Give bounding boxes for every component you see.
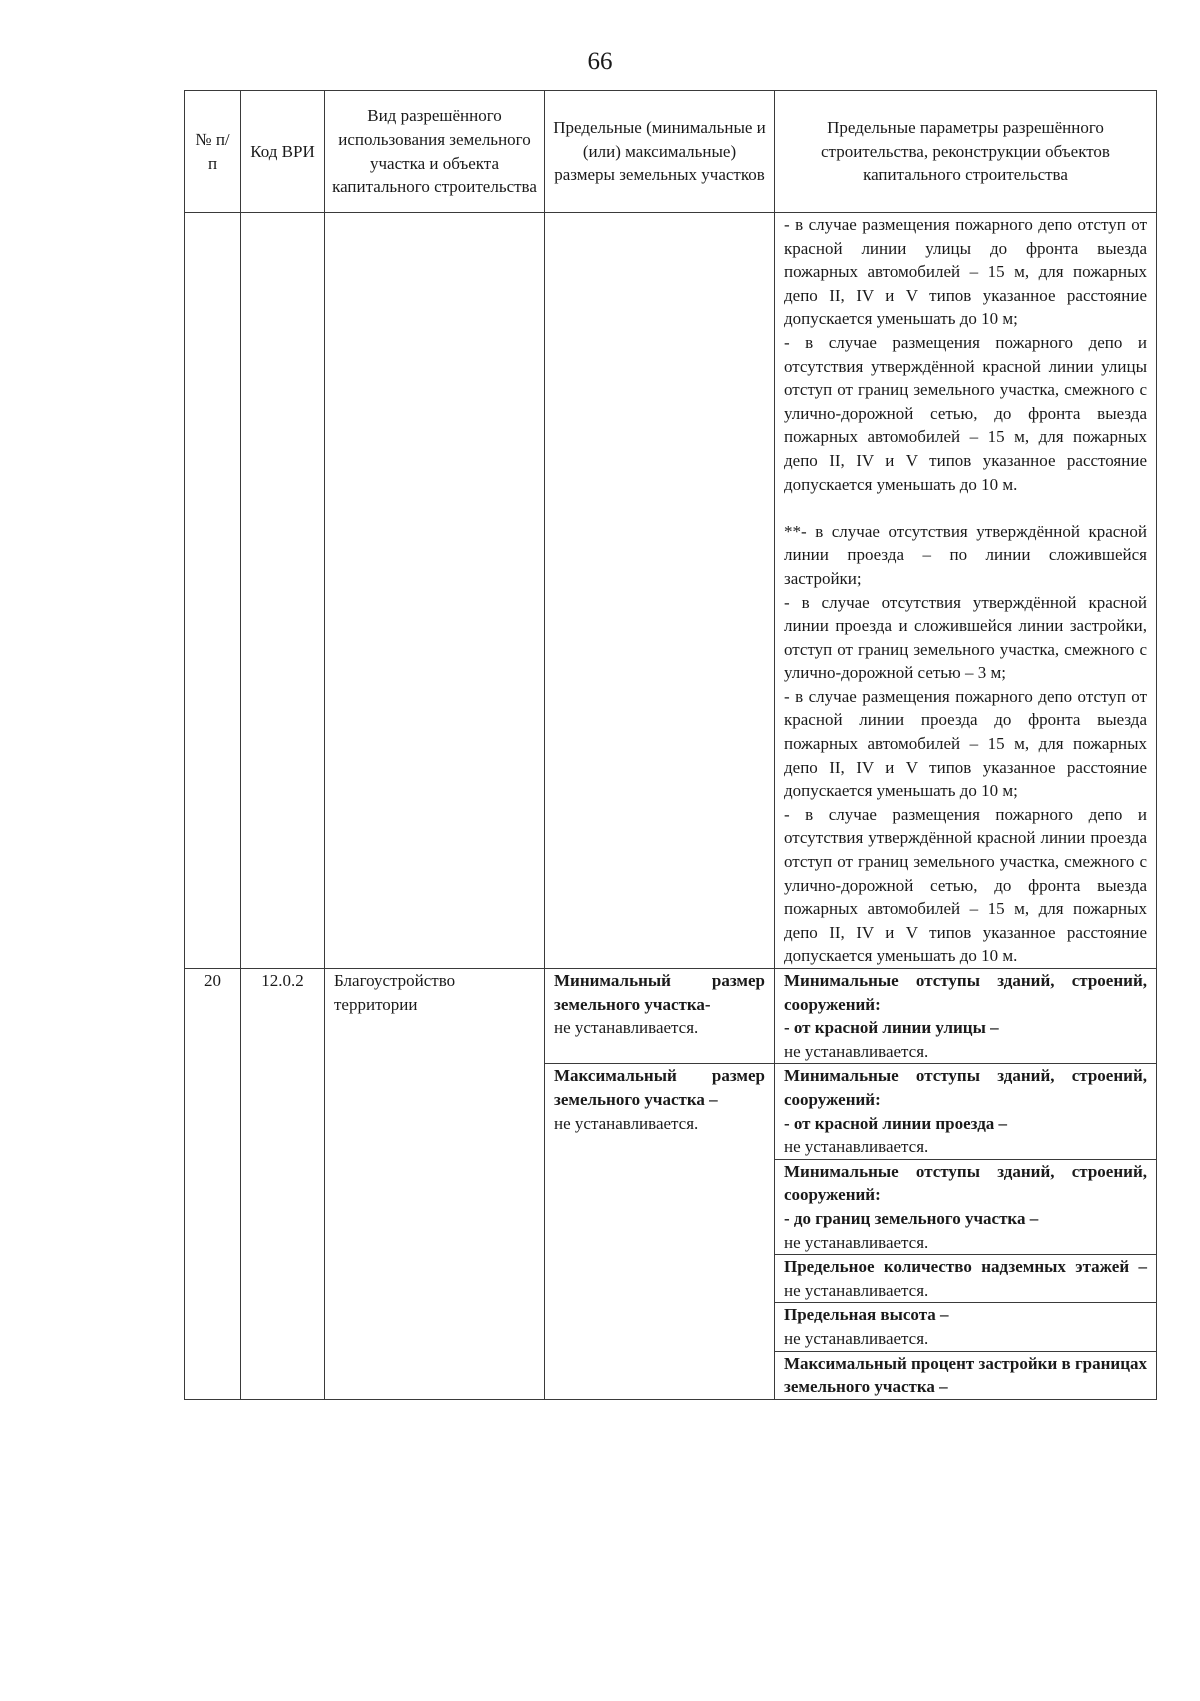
- max-size-label: Максимальный размер земельного участка –: [554, 1066, 765, 1109]
- cell-param-2: [775, 1064, 1157, 1159]
- param-1-label: Минимальные отступы зданий, строений, сооружений:: [784, 971, 1147, 1014]
- header-code: Код ВРИ: [241, 91, 325, 213]
- cell-empty-kind: [325, 213, 545, 969]
- cell-row-kind: Благоустройство территории: [325, 969, 545, 1400]
- cell-param-3: [775, 1159, 1157, 1254]
- regulations-table: [184, 90, 1157, 1400]
- cell-param-1: [775, 969, 1157, 1064]
- max-size-value: не устанавливается.: [554, 1113, 699, 1133]
- cell-param-4: [775, 1255, 1157, 1303]
- cell-empty-num: [185, 213, 241, 969]
- paragraph: - в случае размещения пожарного депо и отсутствия утверждённой красной линии проезда отступ от границ земельного участка, смежного с улично-дорожной сетью, до фронта выезда пожарных автомобилей – 15 м, для пожарных депо II, IV и V типов указанное расстояние допускается уменьшать до 10 м.: [784, 804, 1147, 966]
- param-3-sub: - до границ земельного участка –: [784, 1208, 1039, 1228]
- cell-max-size: [545, 1064, 775, 1399]
- param-1-sub: - от красной линии улицы –: [784, 1018, 999, 1038]
- cell-continuation-params: [775, 213, 1157, 969]
- paragraph: - в случае размещения пожарного депо отступ от красной линии проезда до фронта выезда пожарных автомобилей – 15 м, для пожарных депо II, IV и V типов указанное расстояние допускается уменьшать до 10 м;: [784, 686, 1147, 801]
- param-4-label: Предельное количество надземных этажей –: [784, 1257, 1147, 1277]
- cell-row-num: 20: [185, 969, 241, 1400]
- cell-row-code: 12.0.2: [241, 969, 325, 1400]
- param-3-label: Минимальные отступы зданий, строений, сооружений:: [784, 1161, 1147, 1205]
- param-3-value: не устанавливается.: [784, 1232, 929, 1252]
- param-5-value: не устанавливается.: [784, 1328, 929, 1348]
- cell-param-5: [775, 1303, 1157, 1351]
- table-header-row: [185, 91, 1157, 213]
- min-size-value: не устанавливается.: [554, 1018, 699, 1038]
- cell-param-6: [775, 1351, 1157, 1399]
- paragraph: - в случае размещения пожарного депо отступ от красной линии улицы до фронта выезда пожарных автомобилей – 15 м, для пожарных депо II, IV и V типов указанное расстояние допускается уменьшать до 10 м;: [784, 215, 1147, 329]
- paragraph: **- в случае отсутствия утверждённой красной линии проезда – по линии сложившейся застройки;: [784, 521, 1147, 588]
- param-2-value: не устанавливается.: [784, 1137, 929, 1157]
- header-params: Предельные параметры разрешённого строительства, реконструкции объектов капитального строительства: [775, 91, 1157, 213]
- table-row-continuation: [185, 213, 1157, 969]
- table-row-20: [185, 969, 1157, 1064]
- header-sizes: Предельные (минимальные и (или) максимальные) размеры земельных участков: [545, 91, 775, 213]
- param-4-value: не устанавливается.: [784, 1280, 929, 1300]
- param-2-label: Минимальные отступы зданий, строений, сооружений:: [784, 1066, 1147, 1109]
- min-size-label: Минимальный размер земельного участка-: [554, 971, 765, 1014]
- header-num: № п/п: [185, 91, 241, 213]
- param-2-sub: - от красной линии проезда –: [784, 1113, 1008, 1133]
- cell-min-size: [545, 969, 775, 1064]
- cell-empty-sizes: [545, 213, 775, 969]
- paragraph: - в случае размещения пожарного депо и отсутствия утверждённой красной линии улицы отступ от границ земельного участка, смежного с улично-дорожной сетью, до фронта выезда пожарных автомобилей – 15 м, для пожарных депо II, IV и V типов указанное расстояние допускается уменьшать до 10 м.: [784, 332, 1147, 494]
- param-5-label: Предельная высота –: [784, 1305, 949, 1325]
- paragraph: - в случае отсутствия утверждённой красной линии проезда и сложившейся линии застройки, отступ от границ земельного участка, смежного с улично-дорожной сетью – 3 м;: [784, 592, 1147, 683]
- spacer: [784, 496, 1147, 520]
- header-kind: Вид разрешённого использования земельного участка и объекта капитального строительства: [325, 91, 545, 213]
- cell-empty-code: [241, 213, 325, 969]
- param-6-label: Максимальный процент застройки в границах земельного участка –: [784, 1353, 1148, 1397]
- param-1-value: не устанавливается.: [784, 1041, 929, 1061]
- page-number: 66: [587, 48, 613, 75]
